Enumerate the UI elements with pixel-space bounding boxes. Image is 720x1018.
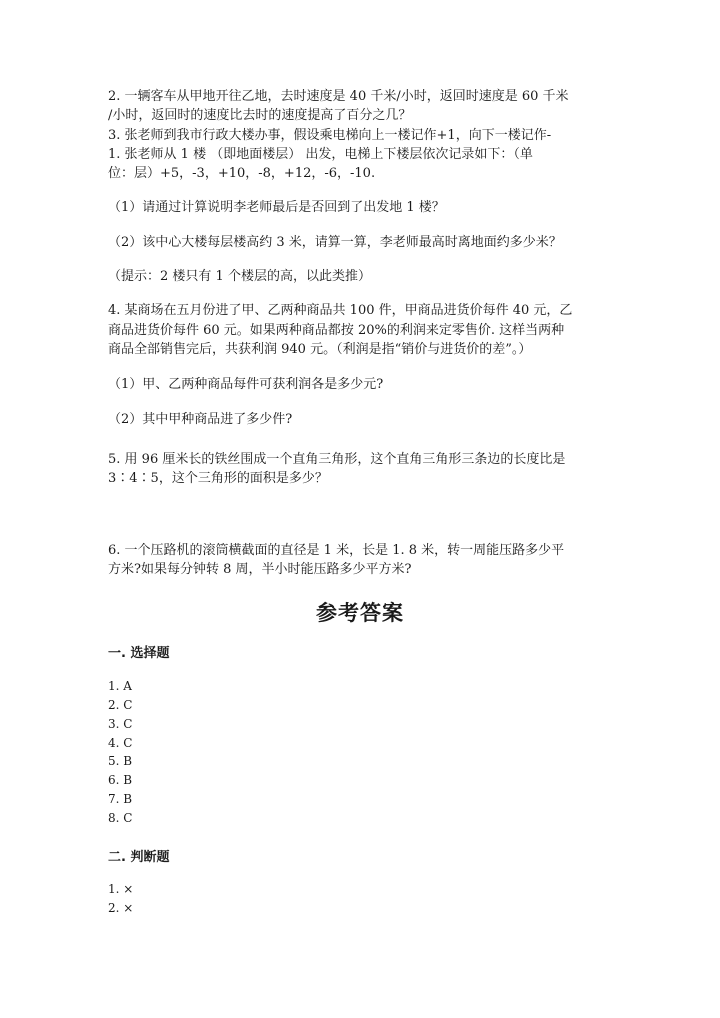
answer-item: 5. B <box>108 754 133 768</box>
question-3-hint: （提示：2 楼只有 1 个楼层的高，以此类推） <box>108 269 371 284</box>
question-4-sub-1: （1）甲、乙两种商品每件可获利润各是多少元? <box>108 377 384 392</box>
question-2-line-1: 2. 一辆客车从甲地开往乙地，去时速度是 40 千米/小时，返回时速度是 60 千米 <box>108 89 569 104</box>
answer-item: 8. C <box>108 811 133 825</box>
question-5-line-2: 3∶4∶5，这个三角形的面积是多少？ <box>108 471 328 486</box>
question-2-line-2: /小时，返回时的速度比去时的速度提高了百分之几？ <box>108 108 412 123</box>
question-3-line-1: 3. 张老师到我市行政大楼办事，假设乘电梯向上一楼记作+1，向下一楼记作- <box>108 128 552 143</box>
section-heading-choice: 一. 选择题 <box>108 646 170 661</box>
question-4-line-2: 商品进货价每件 60 元。如果两种商品都按 20%的利润来定零售价. 这样当两种 <box>108 323 565 338</box>
question-3-sub-2: （2）该中心大楼每层楼高约 3 米，请算一算，李老师最高时离地面约多少米？ <box>108 235 562 250</box>
question-6-line-2: 方米?如果每分钟转 8 周，半小时能压路多少平方米? <box>108 562 412 577</box>
answer-item: 4. C <box>108 736 133 750</box>
answer-item: 1. A <box>108 679 132 693</box>
question-4-line-1: 4. 某商场在五月份进了甲、乙两种商品共 100 件，甲商品进货价每件 40 元，乙 <box>108 303 573 318</box>
question-3-line-3: 位：层）+5，-3，+10，-8，+12，-6，-10. <box>108 166 376 181</box>
question-3-sub-1: （1）请通过计算说明李老师最后是否回到了出发地 1 楼？ <box>108 200 445 215</box>
answer-item: 2. C <box>108 698 133 712</box>
answer-item: 2. × <box>108 901 134 915</box>
answers-title: 参考答案 <box>316 601 404 625</box>
answer-item: 6. B <box>108 773 133 787</box>
question-4-line-3: 商品全部销售完后，共获利润 940 元。（利润是指“销价与进货价的差”。） <box>108 342 532 357</box>
answer-item: 3. C <box>108 717 133 731</box>
question-3-line-2: 1. 张老师从 1 楼 （即地面楼层） 出发，电梯上下楼层依次记录如下：（单 <box>108 147 533 162</box>
question-4-sub-2: （2）其中甲种商品进了多少件? <box>108 412 293 427</box>
answer-item: 1. × <box>108 882 134 896</box>
question-5-line-1: 5. 用 96 厘米长的铁丝围成一个直角三角形，这个直角三角形三条边的长度比是 <box>108 452 566 467</box>
question-6-line-1: 6. 一个压路机的滚筒横截面的直径是 1 米，长是 1. 8 米，转一周能压路多少平 <box>108 543 565 558</box>
section-heading-judgement: 二. 判断题 <box>108 850 170 865</box>
answer-item: 7. B <box>108 792 133 806</box>
